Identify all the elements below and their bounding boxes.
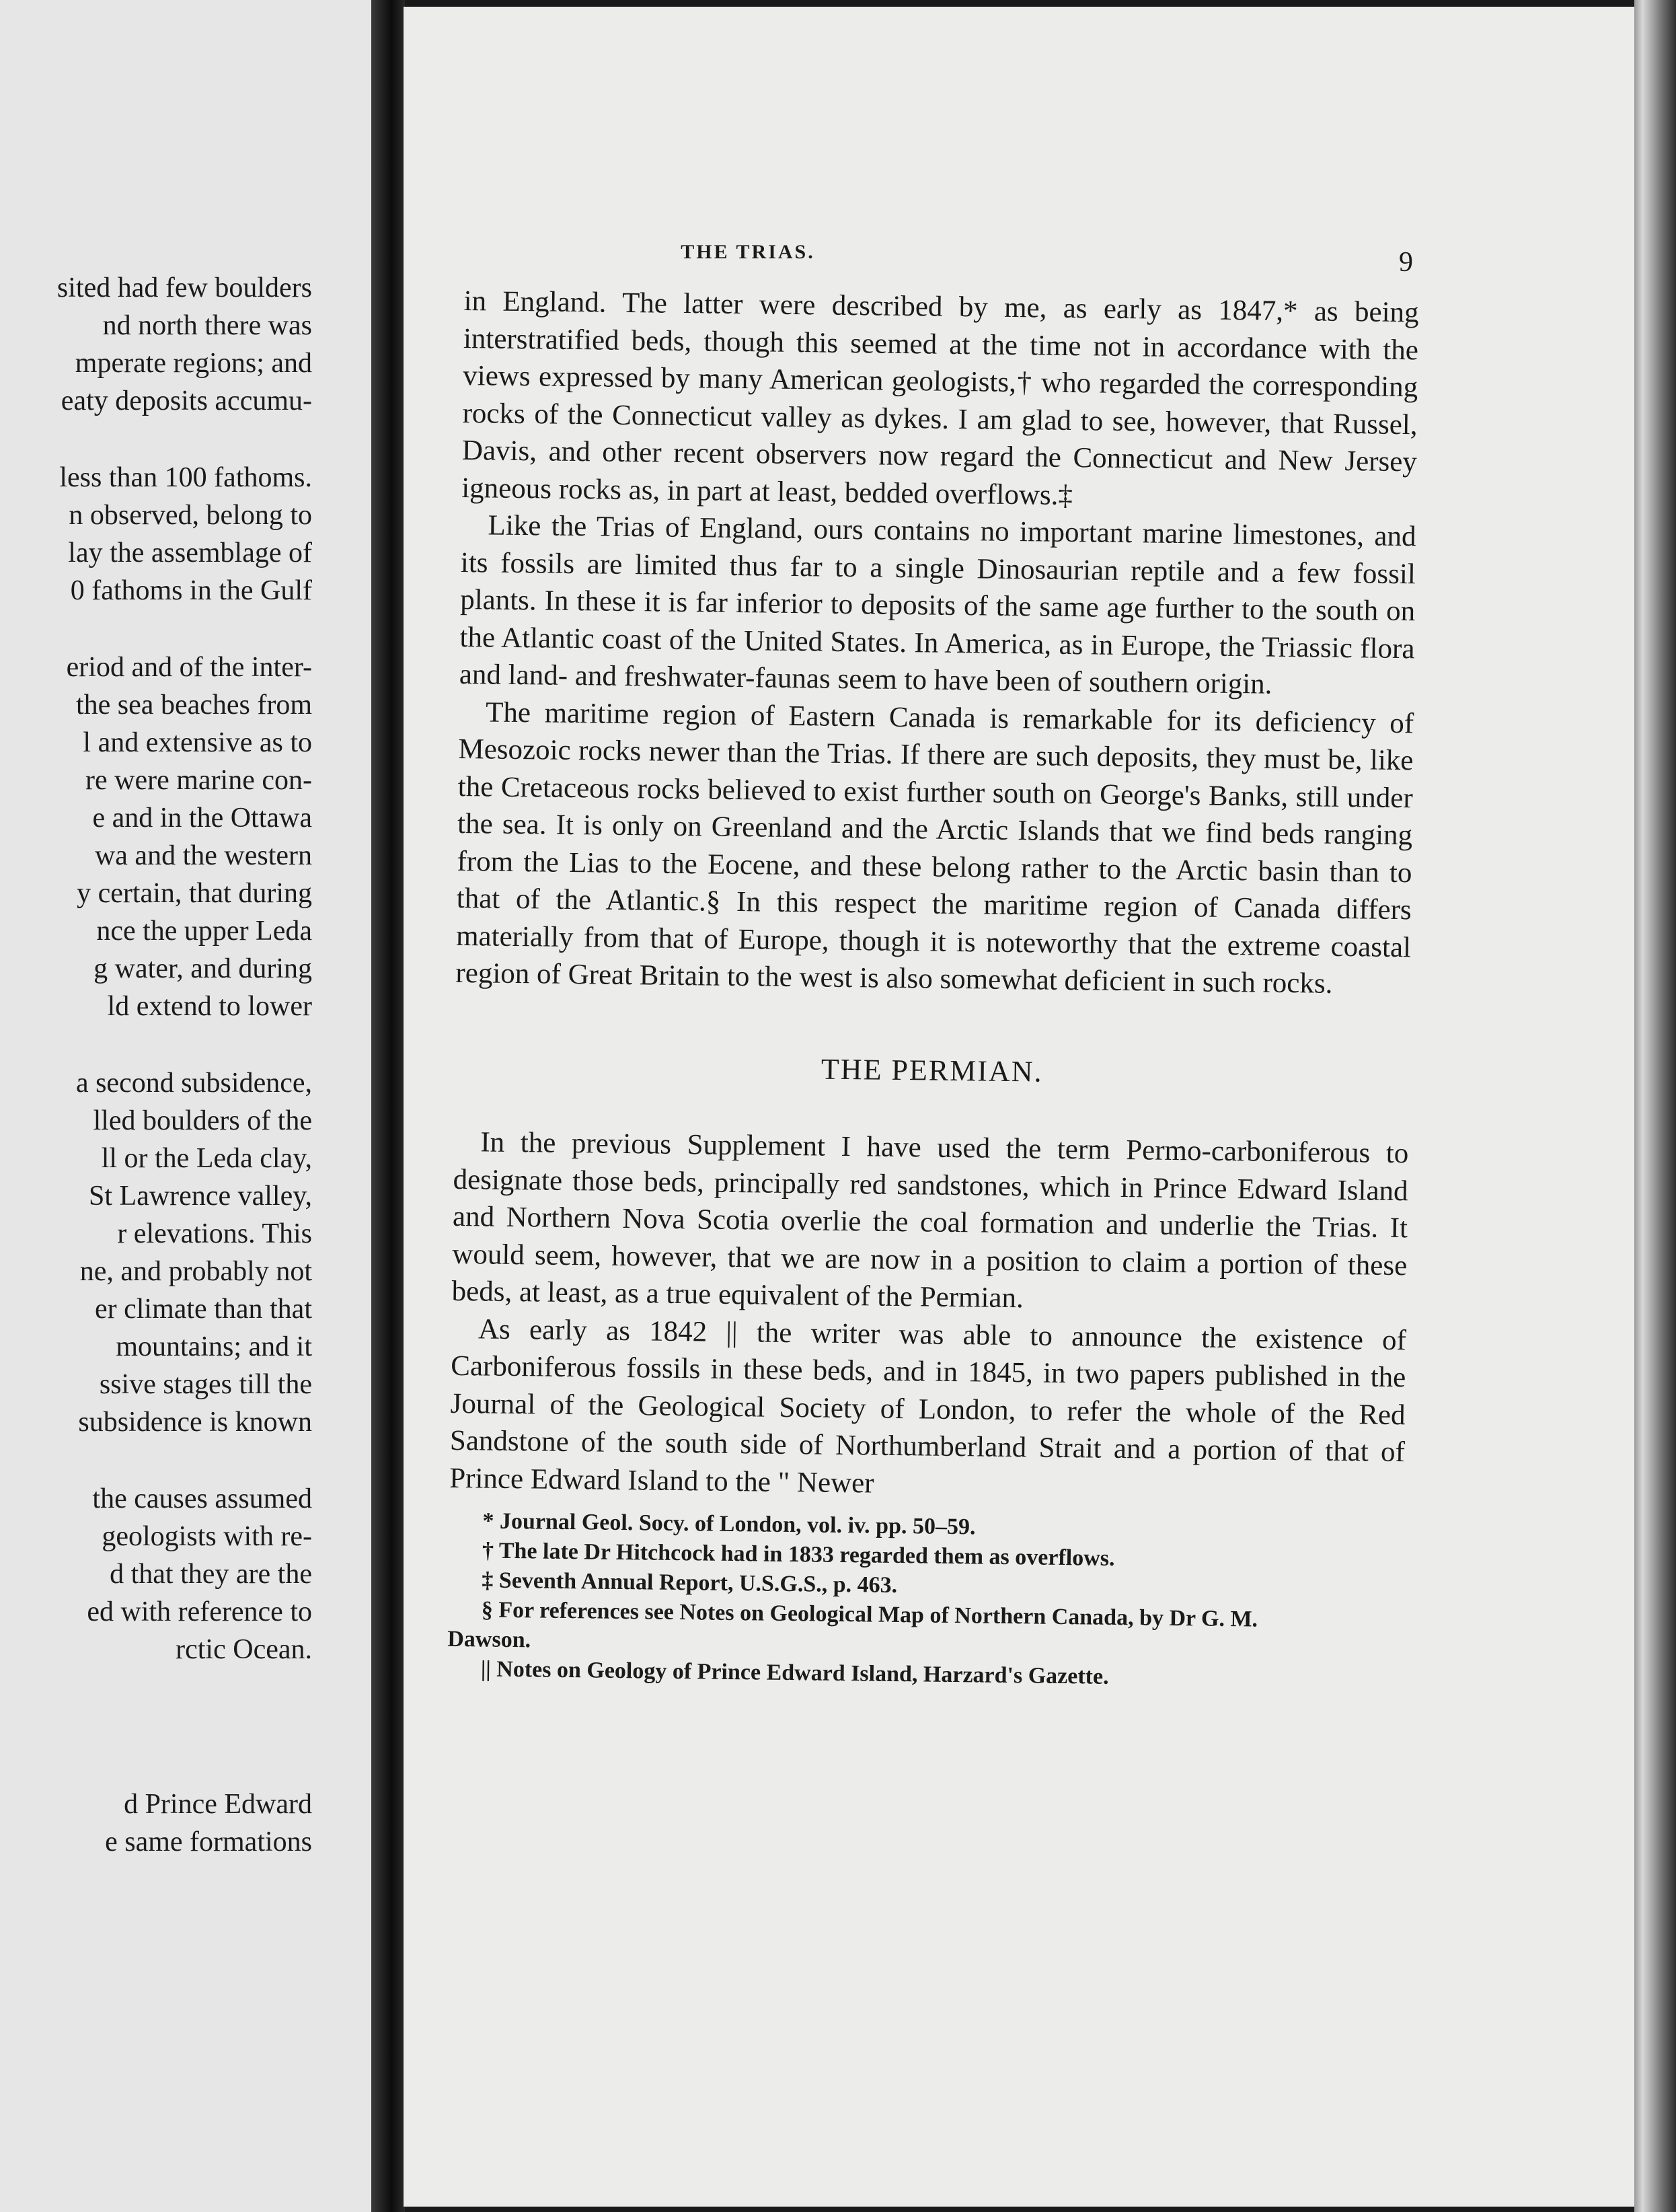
left-line: the causes assumed [92,1483,312,1514]
left-line: sited had few boulders [56,272,312,303]
page-edge [1634,0,1676,2212]
left-gap [0,420,312,459]
left-gap [0,1441,312,1480]
left-line: St Lawrence valley, [89,1181,312,1212]
left-gap [0,1025,312,1064]
paragraph: As early as 1842 || the writer was able to announce the existence of Carboniferous fossils in these beds, and in 1845, in two papers published in the Journal of the Geological Society of London, to refer the whole of the Red Sandstone of the south side of Northumberland Strait and a portion of that of Prince Edward Island to the " Newer [449,1313,1407,1500]
left-line: ssive stages till the [99,1369,312,1400]
left-line: y certain, that during [77,878,312,909]
left-line: eriod and of the inter- [66,652,312,683]
section-heading: THE PERMIAN. [821,1052,1043,1089]
left-gap [0,1668,312,1707]
left-line: subsidence is known [78,1407,312,1438]
left-line: geologists with re- [102,1521,312,1552]
left-line: d that they are the [110,1559,312,1590]
left-line: ne, and probably not [79,1256,312,1287]
left-line: l and extensive as to [83,727,312,758]
footnote: || Notes on Geology of Prince Edward Island, Harzard's Gazette. [480,1656,1109,1689]
left-line: nce the upper Leda [96,916,312,947]
left-line: e and in the Ottawa [92,803,312,834]
paragraph: The maritime region of Eastern Canada is remarkable for its deficiency of Mesozoic rocks newer than the Trias. If there are such deposits, they must be, like the Cretaceous rocks believed to exist further south on George's Banks, still under the sea. It is only on Greenland and the Arctic Islands that we find beds ranging from the Lias to the Eocene, and these belong rather to the Arctic basin than to that of the Atlantic.§ In this respect the maritime region of Canada differs materially from that of Europe, though it is noteworthy that the extreme coastal region of Great Britain to the west is also somewhat deficient in such rocks. [455,696,1414,1000]
left-line: nd north there was [102,310,312,341]
main-text [447,283,1419,1695]
left-line: ed with reference to [87,1596,312,1627]
left-line: g water, and during [93,953,312,984]
left-page-text [0,269,312,1861]
left-gap [0,1746,312,1785]
footnote-continuation: Dawson. [447,1626,531,1653]
left-page [0,0,371,2212]
left-line: mperate regions; and [75,348,312,379]
left-line: er climate than that [94,1294,312,1325]
left-line: the sea beaches from [76,690,312,721]
paragraph: in England. The latter were described by me, as early as 1847,* as being interstratified beds, though this seemed at the time not in accordance with the views expressed by many American geologists,† who regarded the corresponding rocks of the Connecticut valley as dykes. I am glad to see, however, that Russel, Davis, and other recent observers now regard the Connecticut and New Jersey igneous rocks as, in part at least, bedded overflows.‡ [461,285,1419,511]
page-number: 9 [1399,247,1413,278]
footnote: * Journal Geol. Socy. of London, vol. iv. pp. 50–59. [482,1508,976,1540]
left-line: lay the assemblage of [68,538,312,568]
left-line: re were marine con- [85,765,312,796]
footnote: § For references see Notes on Geological Map of Northern Canada, by Dr G. M. [481,1597,1258,1632]
paragraph: In the previous Supplement I have used the term Permo-carboniferous to designate those beds, principally red sandstones, which in Prince Edward Island and Northern Nova Scotia overlie the coal formation and underlie the Trias. It would seem, however, that we are now in a position to claim a portion of these beds, at least, as a true equivalent of the Permian. [451,1126,1409,1315]
footnote: ‡ Seventh Annual Report, U.S.G.S., p. 463. [482,1568,898,1598]
book-gutter [371,0,405,2212]
left-line: r elevations. This [117,1218,312,1249]
left-line: less than 100 fathoms. [59,462,312,493]
left-line: a second subsidence, [75,1068,312,1099]
left-line: ll or the Leda clay, [101,1143,312,1174]
running-head: THE TRIAS. [681,241,815,263]
left-line: d Prince Edward [124,1789,312,1820]
left-line: eaty deposits accumu- [61,385,312,416]
footnotes [447,1506,1404,1695]
left-gap [0,1707,312,1746]
left-line: wa and the western [94,840,312,871]
left-line: ld extend to lower [107,991,312,1022]
left-line: rctic Ocean. [176,1634,312,1665]
left-line: 0 fathoms in the Gulf [70,575,312,606]
left-gap [0,610,312,649]
left-line: n observed, belong to [69,500,312,531]
left-line: mountains; and it [116,1331,312,1362]
paragraph: Like the Trias of England, ours contains no important marine limestones, and its fossils are limited thus far to a single Dinosaurian reptile and a few fossil plants. In these it is far inferior to deposits of the same age further to the south on the Atlantic coast of the United States. In America, as in Europe, the Triassic flora and land- and freshwater-faunas seem to have been of southern origin. [459,509,1416,700]
left-line: lled boulders of the [93,1105,312,1136]
footnote: † The late Dr Hitchcock had in 1833 regarded them as overflows. [482,1538,1115,1571]
left-line: e same formations [105,1827,312,1857]
